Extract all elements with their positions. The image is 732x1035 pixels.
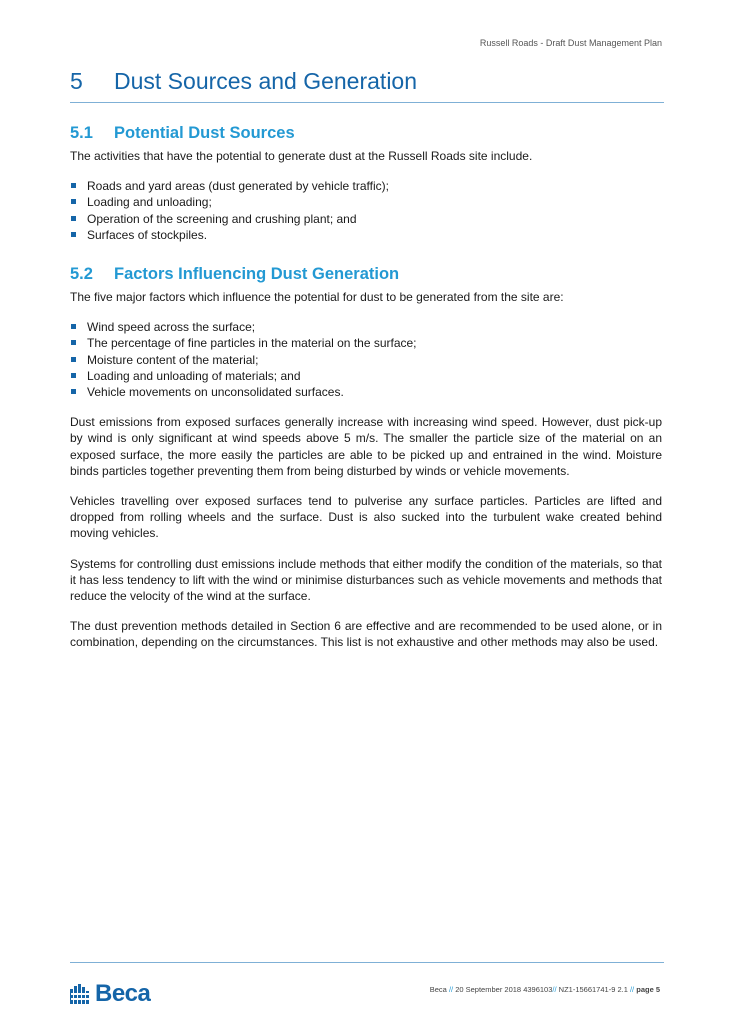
list-item: Loading and unloading of materials; and: [70, 368, 662, 384]
section-number: 5.2: [70, 265, 93, 284]
section-title: Potential Dust Sources: [114, 124, 295, 142]
square-bullet-icon: [71, 324, 76, 329]
logo-wordmark: Beca: [95, 980, 151, 1007]
list-item: The percentage of fine particles in the material on the surface;: [70, 335, 662, 351]
list-item: Vehicle movements on unconsolidated surfaces.: [70, 384, 662, 400]
body-paragraph: The dust prevention methods detailed in Section 6 are effective and are recommended to be used alone, or in combination, depending on the circumstances. This list is not exhaustive and other methods may also be used.: [70, 619, 662, 650]
page-number: page 5: [636, 985, 660, 994]
chapter-heading: [70, 66, 664, 103]
square-bullet-icon: [71, 373, 76, 378]
list-item: Wind speed across the surface;: [70, 319, 662, 335]
square-bullet-icon: [71, 389, 76, 394]
footer-reference: Beca // 20 September 2018 4396103// NZ1-15661741-9 2.1 // page 5: [429, 985, 660, 994]
page-content: [70, 122, 662, 651]
section-heading-5-2: [70, 263, 662, 285]
dust-sources-list: [70, 178, 662, 243]
company-logo: [70, 980, 151, 1007]
square-bullet-icon: [71, 216, 76, 221]
section-5-1-intro: The activities that have the potential to generate dust at the Russell Roads site include.: [70, 149, 533, 163]
body-paragraph: Dust emissions from exposed surfaces generally increase with increasing wind speed. However, dust pick-up by wind is only significant at wind speeds above 5 m/s. The smaller the particle size of the material on an exposed surface, the more easily the particles are able to be picked up and entrained in the wind. Moisture binds particles together preventing them from being disturbed by winds or vehicle movements.: [70, 415, 662, 478]
body-paragraph: Systems for controlling dust emissions include methods that either modify the condition of the materials, so that it has less tendency to lift with the wind or minimise disturbances such as vehicle movements and methods that reduce the velocity of the wind at the surface.: [70, 556, 662, 604]
square-bullet-icon: [71, 199, 76, 204]
section-title: Factors Influencing Dust Generation: [114, 265, 400, 284]
list-item: Loading and unloading;: [70, 194, 662, 210]
running-header: Russell Roads - Draft Dust Management Plan: [479, 38, 662, 48]
square-bullet-icon: [71, 340, 76, 345]
list-item: Operation of the screening and crushing plant; and: [70, 211, 662, 227]
chapter-title: Dust Sources and Generation: [114, 68, 418, 94]
section-number: 5.1: [70, 124, 93, 142]
body-paragraph: Vehicles travelling over exposed surfaces tend to pulverise any surface particles. Particles are lifted and dropped from rolling wheels and the surface. Dust is also sucked into the turbulent wake created behind moving vehicles.: [70, 494, 662, 541]
dust-factors-list: [70, 319, 662, 400]
square-bullet-icon: [71, 232, 76, 237]
section-heading-5-1: [70, 122, 662, 144]
beca-logo-icon: [70, 984, 92, 1004]
list-item: Moisture content of the material;: [70, 352, 662, 368]
list-item: Roads and yard areas (dust generated by vehicle traffic);: [70, 178, 662, 194]
square-bullet-icon: [71, 183, 76, 188]
list-item: Surfaces of stockpiles.: [70, 227, 662, 243]
chapter-number: 5: [70, 68, 83, 94]
square-bullet-icon: [71, 357, 76, 362]
footer-divider: [70, 962, 664, 963]
section-5-2-intro: The five major factors which influence the potential for dust to be generated from the site are:: [70, 290, 564, 305]
